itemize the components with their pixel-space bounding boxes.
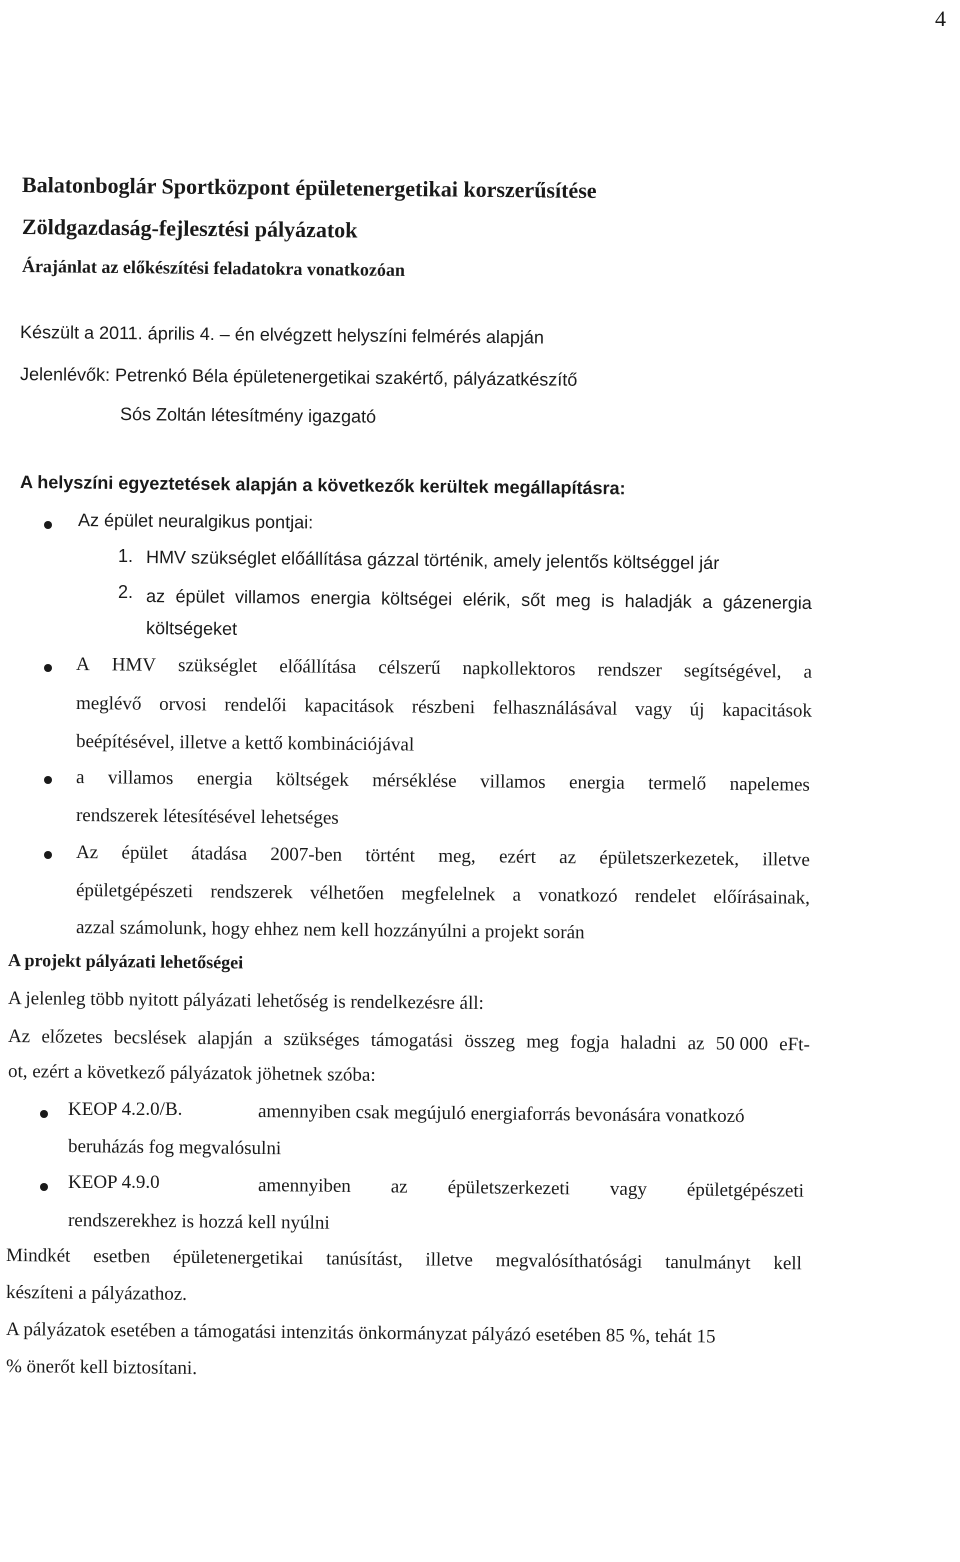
word: ezért xyxy=(498,846,537,868)
word: Az xyxy=(7,1026,31,1048)
point-text-2-line-2: költségeket xyxy=(145,618,238,639)
findings-heading: A helyszíni egyeztetések alapján a következők kerültek megállapításra: xyxy=(19,472,626,499)
word: épületszerkezetek, xyxy=(599,847,740,870)
word: az xyxy=(145,586,166,607)
word: épület xyxy=(175,586,225,607)
word: rendelet xyxy=(634,885,697,908)
keop-item-2-code: KEOP 4.9.0 xyxy=(68,1172,160,1193)
word: alapján xyxy=(197,1027,253,1050)
word: épületenergetikai xyxy=(172,1246,304,1270)
word: átadása xyxy=(191,843,248,865)
keop-item-1-cont: beruházás fog megvalósulni xyxy=(67,1136,282,1160)
word: költségek xyxy=(275,769,349,791)
attendees-line-2: Sós Zoltán létesítmény igazgató xyxy=(119,404,377,427)
bullet-4-line-3: azzal számolunk, hogy ehhez nem kell hozzányúlni a projekt során xyxy=(75,917,585,944)
word: az xyxy=(390,1176,408,1198)
opportunities-paragraph-2-line-1 xyxy=(8,1026,810,1056)
opportunities-paragraph-2-line-2: ot, ezért a következő pályázatok jöhetnek szóba: xyxy=(7,1061,376,1086)
word: becslések xyxy=(113,1027,187,1049)
word: HMV xyxy=(111,654,157,676)
word: haladják xyxy=(624,591,692,612)
word: amennyiben xyxy=(257,1175,351,1197)
word: költségei xyxy=(381,588,453,610)
prepared-line: Készült a 2011. április 4. – én elvégzett helyszíni felmérés alapján xyxy=(19,322,545,348)
word: rendszer xyxy=(597,659,662,682)
word: meg xyxy=(555,590,591,611)
word: segítségével, xyxy=(683,660,782,683)
word: tanulmányt xyxy=(665,1251,751,1274)
word: rendelői xyxy=(224,694,287,717)
opportunities-paragraph-3-line-1 xyxy=(6,1245,802,1275)
bullet-4-line-2 xyxy=(76,880,810,910)
word: vonatkozó xyxy=(538,884,618,907)
document-subtitle: Zöldgazdaság-fejlesztési pályázatok xyxy=(21,214,358,243)
word: vélhetően xyxy=(309,882,385,905)
word: 50 000 xyxy=(715,1033,769,1055)
bullet-2-line-2 xyxy=(76,693,812,723)
bullet-dot xyxy=(40,1183,48,1191)
word: A xyxy=(75,654,90,676)
bullet-dot xyxy=(44,664,52,672)
word: előzetes xyxy=(41,1026,103,1048)
word: haladni xyxy=(620,1032,677,1054)
word: gázenergia xyxy=(722,592,812,613)
bullet-3-line-1 xyxy=(76,767,810,797)
attendees-line-1: Jelenlévők: Petrenkó Béla épületenergetikai szakértő, pályázatkészítő xyxy=(19,364,578,390)
bullet-2-line-1 xyxy=(76,654,812,684)
word: előállítása xyxy=(279,656,357,678)
word: meg xyxy=(526,1031,560,1053)
word: Az xyxy=(75,842,99,864)
point-number-1: 1. xyxy=(118,546,134,566)
word: épület xyxy=(121,842,168,864)
page-number: 4 xyxy=(935,6,946,31)
word: villamos xyxy=(107,767,174,790)
word: a xyxy=(702,591,713,612)
word: meg, xyxy=(438,845,476,868)
word: energia xyxy=(196,768,253,790)
document-subtitle-2: Árajánlat az előkészítési feladatokra vonatkozóan xyxy=(21,256,406,281)
word: villamos xyxy=(234,586,301,608)
word: kapacitások xyxy=(722,699,813,722)
word: szükséges xyxy=(283,1028,360,1051)
point-number-2: 2. xyxy=(118,582,134,602)
word: az xyxy=(559,847,577,869)
word: az xyxy=(687,1033,705,1055)
bullet-3-line-2: rendszerek létesítésével lehetséges xyxy=(75,805,339,829)
word: orvosi xyxy=(159,693,207,716)
word: összeg xyxy=(464,1030,516,1053)
keop-item-1-desc: amennyiben csak megújuló energiaforrás bevonására vonatkozó xyxy=(257,1101,745,1128)
word: kell xyxy=(773,1253,802,1275)
word: felhasználásával xyxy=(492,697,618,720)
word: illetve xyxy=(425,1249,474,1271)
bullet-dot xyxy=(44,521,52,529)
keop-item-1-code: KEOP 4.2.0/B. xyxy=(68,1099,183,1120)
word: célszerű xyxy=(378,657,441,679)
word: vagy xyxy=(634,698,673,721)
word: előírásainak, xyxy=(713,886,811,909)
word: termelő xyxy=(648,772,707,795)
word: tanúsítást, xyxy=(326,1248,403,1271)
word: sőt xyxy=(521,589,546,611)
word: épületgépészeti xyxy=(686,1179,805,1202)
word: mérséklése xyxy=(372,770,457,792)
point-text-2-line-1 xyxy=(146,586,812,614)
word: napelemes xyxy=(729,773,810,796)
word: is xyxy=(601,590,615,611)
opportunities-heading: A projekt pályázati lehetőségei xyxy=(7,950,244,973)
opportunities-paragraph-4-line-1: A pályázatok esetében a támogatási intenzitás önkormányzat pályázó esetében 85 %, tehát 15 xyxy=(5,1319,716,1348)
bullet-2-line-3: beépítésével, illetve a kettő kombinációjával xyxy=(75,731,415,756)
document-title: Balatonboglár Sportközpont épületenergetikai korszerűsítése xyxy=(21,172,597,204)
word: új xyxy=(689,699,705,721)
word: elérik, xyxy=(462,589,511,610)
word: napkollektoros xyxy=(462,658,576,681)
word: energia xyxy=(310,587,371,609)
word: a xyxy=(75,767,85,789)
word: 2007-ben xyxy=(270,844,343,866)
word: szükséglet xyxy=(177,655,258,677)
word: a xyxy=(512,884,522,906)
word: megvalósíthatósági xyxy=(495,1250,643,1273)
word: Mindkét xyxy=(5,1245,71,1267)
opportunities-paragraph-1: A jelenleg több nyitott pályázati lehetőség is rendelkezésre áll: xyxy=(7,988,484,1014)
word: meglévő xyxy=(75,693,142,715)
opportunities-paragraph-3-line-2: készíteni a pályázathoz. xyxy=(5,1282,188,1305)
word: a xyxy=(263,1028,273,1050)
word: rendszerek xyxy=(210,881,293,904)
word: a xyxy=(803,661,813,683)
word: megfelelnek xyxy=(401,883,496,906)
opportunities-paragraph-4-line-2: % önerőt kell biztosítani. xyxy=(5,1356,198,1379)
bullet-dot xyxy=(44,851,52,859)
word: részbeni xyxy=(411,696,476,719)
word: épületszerkezeti xyxy=(447,1176,571,1200)
bullet-4-line-1 xyxy=(76,842,810,872)
word: energia xyxy=(569,772,625,794)
word: kapacitások xyxy=(304,695,395,718)
word: eFt- xyxy=(779,1034,810,1056)
bullet-dot xyxy=(44,776,52,784)
point-text-1: HMV szükséglet előállítása gázzal történik, amely jelentős költséggel jár xyxy=(145,547,720,574)
word: fogja xyxy=(570,1031,610,1054)
bullet-dot xyxy=(40,1110,48,1118)
word: vagy xyxy=(609,1178,648,1201)
word: villamos xyxy=(480,771,546,793)
findings-intro: Az épület neuralgikus pontjai: xyxy=(77,510,314,533)
word: esetben xyxy=(93,1245,151,1268)
word: illetve xyxy=(762,849,810,871)
keop-item-2-cont: rendszerekhez is hozzá kell nyúlni xyxy=(67,1210,330,1234)
word: történt xyxy=(365,845,416,867)
word: épületgépészeti xyxy=(75,880,194,903)
keop-item-2-desc xyxy=(258,1175,804,1203)
word: támogatási xyxy=(370,1029,454,1052)
